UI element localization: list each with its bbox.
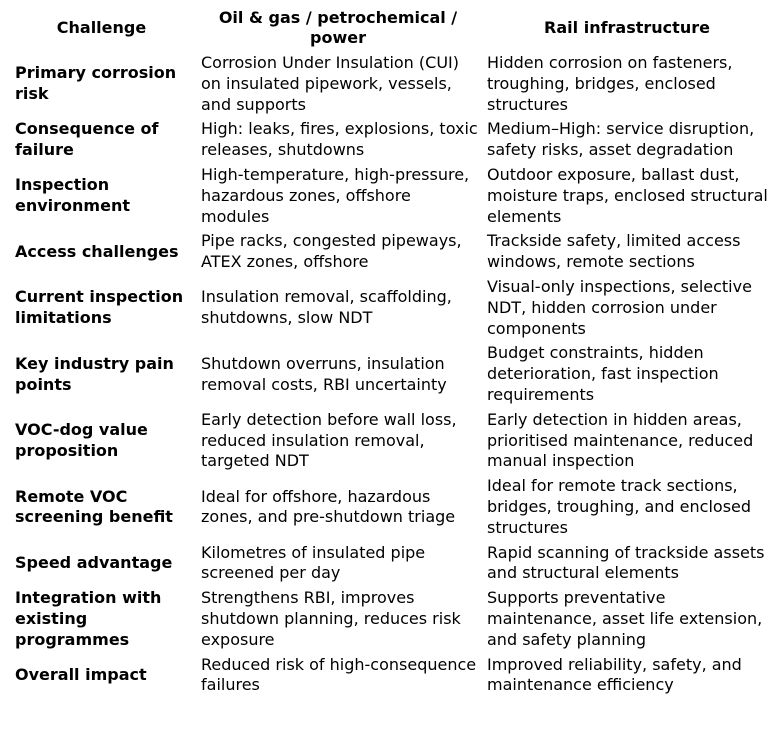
row-rail: Hidden corrosion on fasteners, troughing, bridges, enclosed structures — [487, 53, 733, 114]
row-rail: Improved reliability, safety, and maintenance efficiency — [487, 654, 742, 695]
table-row — [8, 51, 773, 117]
row-rail: Trackside safety, limited access windows, remote sections — [487, 231, 741, 272]
row-oil-gas: Reduced risk of high-consequence failures — [201, 654, 477, 695]
comparison-table — [8, 6, 773, 698]
table-row — [8, 117, 773, 163]
row-rail: Supports preventative maintenance, asset life extension, and safety planning — [487, 588, 763, 649]
header-oil-gas: Oil & gas / petrochemical / power — [218, 8, 458, 47]
row-challenge: Key industry pain points — [15, 353, 174, 394]
table-row — [8, 586, 773, 652]
row-challenge: Overall impact — [15, 664, 147, 684]
row-oil-gas: Early detection before wall loss, reduced insulation removal, targeted NDT — [201, 409, 457, 471]
row-oil-gas: Insulation removal, scaffolding, shutdowns, slow NDT — [201, 287, 452, 328]
row-rail: Early detection in hidden areas, prioritised maintenance, reduced manual inspection — [487, 409, 754, 471]
row-challenge: Current inspection limitations — [15, 287, 184, 328]
header-challenge: Challenge — [56, 18, 147, 37]
row-oil-gas: Strengthens RBI, improves shutdown planning, reduces risk exposure — [201, 588, 461, 649]
row-oil-gas: Corrosion Under Insulation (CUI) on insulated pipework, vessels, and supports — [201, 53, 459, 114]
row-oil-gas: Kilometres of insulated pipe screened per day — [201, 542, 426, 583]
table-row — [8, 341, 773, 407]
table-row — [8, 653, 773, 699]
table-row — [8, 229, 773, 275]
table-row — [8, 474, 773, 540]
row-rail: Outdoor exposure, ballast dust, moisture traps, enclosed structural elements — [487, 164, 768, 226]
row-oil-gas: Shutdown overruns, insulation removal costs, RBI uncertainty — [201, 353, 447, 394]
row-challenge: Speed advantage — [15, 552, 173, 572]
row-challenge: Inspection environment — [15, 175, 130, 216]
row-challenge: VOC-dog value proposition — [15, 420, 148, 460]
row-rail: Budget constraints, hidden deterioration, fast inspection requirements — [487, 343, 719, 404]
row-oil-gas: Ideal for offshore, hazardous zones, and pre-shutdown triage — [201, 486, 456, 527]
row-challenge: Integration with existing programmes — [15, 588, 162, 649]
table-row — [8, 163, 773, 229]
row-oil-gas: High: leaks, fires, explosions, toxic releases, shutdowns — [201, 119, 478, 160]
row-rail: Visual-only inspections, selective NDT, hidden corrosion under components — [487, 276, 752, 338]
row-challenge: Consequence of failure — [15, 119, 159, 160]
row-rail: Rapid scanning of trackside assets and structural elements — [487, 542, 765, 583]
table-row — [8, 408, 773, 474]
header-rail: Rail infrastructure — [544, 18, 710, 37]
row-oil-gas: High-temperature, high-pressure, hazardous zones, offshore modules — [201, 164, 470, 226]
row-rail: Ideal for remote track sections, bridges, troughing, and enclosed structures — [487, 476, 752, 537]
table-row — [8, 275, 773, 341]
table-row — [8, 541, 773, 587]
row-oil-gas: Pipe racks, congested pipeways, ATEX zones, offshore — [201, 231, 462, 272]
row-challenge: Primary corrosion risk — [15, 63, 177, 104]
table-header-row — [8, 6, 773, 51]
row-challenge: Remote VOC screening benefit — [15, 486, 173, 527]
row-rail: Medium–High: service disruption, safety risks, asset degradation — [487, 119, 755, 160]
row-challenge: Access challenges — [15, 241, 179, 261]
